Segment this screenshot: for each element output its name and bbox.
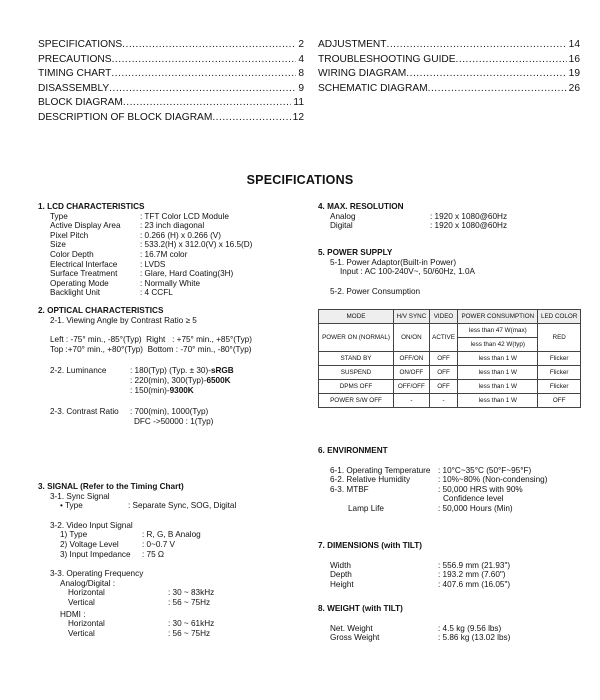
table-cell: less than 1 W: [458, 380, 538, 394]
luminance-value: : 180(Typ) (Typ. ± 30)-sRGB: [130, 366, 234, 376]
toc-entry[interactable]: BLOCK DIAGRAM ..... 11: [38, 96, 304, 111]
column-header: H/V SYNC: [394, 310, 430, 324]
table-cell: less than 1 W: [458, 352, 538, 366]
luminance-value: : 220(min), 300(Typ)-6500K: [130, 375, 231, 385]
contrast-label: 2-3. Contrast Ratio: [50, 407, 119, 417]
table-cell: less than 47 W(max): [458, 324, 538, 338]
spec-key: Active Display Area: [50, 221, 121, 231]
table-cell: SUSPEND: [319, 366, 394, 380]
spec-key: Operating Mode: [50, 278, 109, 288]
spec-key: Horizontal: [68, 588, 105, 598]
table-cell: Flicker: [538, 366, 581, 380]
spec-value: : 0.266 (H) x 0.266 (V): [140, 230, 221, 240]
table-row: [319, 352, 581, 366]
table-cell: STAND BY: [319, 352, 394, 366]
spec-value: : 1920 x 1080@60Hz: [430, 211, 508, 221]
spec-key: Digital: [330, 221, 353, 231]
spec-value: : 23 inch diagonal: [140, 221, 205, 231]
luminance-label: 2-2. Luminance: [50, 366, 107, 376]
spec-value: : Separate Sync, SOG, Digital: [128, 501, 237, 511]
resolution-section: [318, 202, 580, 231]
hdmi-label: HDMI :: [60, 609, 86, 619]
contrast-value: DFC ->50000 : 1(Typ): [134, 416, 214, 426]
spec-key: Pixel Pitch: [50, 230, 89, 240]
column-header: MODE: [319, 310, 394, 324]
column-header: POWER CONSUMPTION: [458, 310, 538, 324]
power-input: Input : AC 100-240V~, 50/60Hz, 1.0A: [340, 267, 475, 277]
section-heading: 3. SIGNAL (Refer to the Timing Chart): [38, 482, 184, 491]
spec-key: 2) Voltage Level: [60, 539, 119, 549]
spec-key: Surface Treatment: [50, 269, 118, 279]
spec-key: Gross Weight: [330, 633, 380, 643]
lcd-section: [38, 202, 300, 298]
spec-value: : 10%~80% (Non-condensing): [438, 475, 548, 485]
power-adaptor: 5-1. Power Adaptor(Built-in Power): [330, 257, 457, 267]
spec-value: : LVDS: [140, 259, 166, 269]
table-row: [319, 366, 581, 380]
table-cell: less than 42 W(typ): [458, 338, 538, 352]
video-title: 3-2. Video Input Signal: [50, 520, 133, 530]
section-heading: 5. POWER SUPPLY: [318, 248, 393, 257]
table-cell: POWER ON (NORMAL): [319, 324, 394, 352]
toc-entry[interactable]: SCHEMATIC DIAGRAM ..... 26: [318, 82, 580, 97]
section-heading: 7. DIMENSIONS (with TILT): [318, 541, 423, 550]
table-header-row: [319, 310, 581, 324]
spec-value: : 56 ~ 75Hz: [168, 628, 211, 638]
table-cell: ON/OFF: [394, 366, 430, 380]
section-heading: 8. WEIGHT (with TILT): [318, 604, 403, 613]
spec-value: : R, G, B Analog: [142, 530, 201, 540]
toc-entry[interactable]: WIRING DIAGRAM ..... 19: [318, 67, 580, 82]
optical-section: [38, 306, 306, 426]
spec-key: 6-1. Operating Temperature: [330, 465, 431, 475]
spec-key: Horizontal: [68, 619, 105, 629]
toc-entry[interactable]: DESCRIPTION OF BLOCK DIAGRAM ..... 12: [38, 111, 304, 126]
spec-key: Size: [50, 240, 66, 250]
toc-left: [38, 38, 304, 126]
spec-key: 6-3. MTBF: [330, 484, 369, 494]
analog-label: Analog/Digital :: [60, 578, 116, 588]
table-row: [319, 394, 581, 408]
power-consumption-title: 5-2. Power Consumption: [330, 286, 421, 296]
table-cell: Flicker: [538, 352, 581, 366]
spec-value: : 556.9 mm (21.93"): [438, 560, 511, 570]
spec-key: Analog: [330, 211, 356, 221]
table-cell: Flicker: [538, 380, 581, 394]
viewing-angle-line: Top :+70° min., +80°(Typ) Bottom : -70° min., -80°(Typ): [50, 344, 252, 354]
spec-value: : 56 ~ 75Hz: [168, 597, 211, 607]
spec-value: : TFT Color LCD Module: [140, 211, 229, 221]
table-cell: DPMS OFF: [319, 380, 394, 394]
spec-value: : 16.7M color: [140, 249, 188, 259]
contrast-value: : 700(min), 1000(Typ): [130, 407, 209, 417]
spec-value: : 75 Ω: [142, 549, 165, 559]
spec-value: : 407.6 mm (16.05"): [438, 579, 511, 589]
table-cell: OFF: [429, 366, 458, 380]
spec-key: Type: [50, 211, 68, 221]
spec-key: 1) Type: [60, 530, 88, 540]
spec-key: • Type: [60, 501, 83, 511]
spec-key: Width: [330, 560, 351, 570]
spec-key: Color Depth: [50, 249, 94, 259]
dimensions-section: [318, 541, 580, 589]
table-cell: OFF: [429, 380, 458, 394]
toc-entry[interactable]: SPECIFICATIONS ..... 2: [38, 38, 304, 53]
spec-key: [330, 494, 438, 504]
table-row: [319, 380, 581, 394]
table-cell: -: [429, 394, 458, 408]
power-section: [318, 248, 580, 296]
table-cell: ON/ON: [394, 324, 430, 352]
spec-key: Net. Weight: [330, 623, 373, 633]
spec-value: : 50,000 Hours (Min): [438, 503, 513, 513]
spec-key: 6-2. Relative Humidity: [330, 475, 411, 485]
section-heading: 6. ENVIRONMENT: [318, 446, 388, 455]
spec-key: Vertical: [68, 597, 95, 607]
table-cell: -: [394, 394, 430, 408]
spec-value: : 533.2(H) x 312.0(V) x 16.5(D): [140, 240, 253, 250]
spec-value: : 50,000 HRS with 90%: [438, 484, 523, 494]
table-cell: RED: [538, 324, 581, 352]
luminance-value: : 150(min)-9300K: [130, 385, 194, 395]
spec-key: Depth: [330, 570, 352, 580]
spec-value: : 193.2 mm (7.60"): [438, 570, 506, 580]
spec-key: 3) Input Impedance: [60, 549, 131, 559]
signal-section: [38, 482, 306, 638]
spec-key: Electrical Interface: [50, 259, 118, 269]
table-cell: less than 1 W: [458, 394, 538, 408]
table-cell: OFF: [429, 352, 458, 366]
spec-value: : 30 ~ 83kHz: [168, 588, 215, 598]
table-row: [319, 324, 581, 338]
spec-value: : 0~0.7 V: [142, 539, 176, 549]
table-cell: OFF/ON: [394, 352, 430, 366]
spec-key: Vertical: [68, 628, 95, 638]
toc-entry[interactable]: TIMING CHART ..... 8: [38, 67, 304, 82]
page-title: SPECIFICATIONS: [246, 173, 354, 187]
section-heading: 4. MAX. RESOLUTION: [318, 202, 404, 211]
table-cell: OFF/OFF: [394, 380, 430, 394]
toc-entry[interactable]: ADJUSTMENT ..... 14: [318, 38, 580, 53]
weight-section: [318, 604, 580, 643]
viewing-angle-title: 2-1. Viewing Angle by Contrast Ratio ≥ 5: [50, 315, 197, 325]
spec-value: : 4.5 kg (9.56 lbs): [438, 623, 502, 633]
column-header: LED COLOR: [538, 310, 581, 324]
spec-value: : 4 CCFL: [140, 288, 173, 298]
table-cell: less than 1 W: [458, 366, 538, 380]
spec-value: : 1920 x 1080@60Hz: [430, 221, 508, 231]
table-cell: POWER S/W OFF: [319, 394, 394, 408]
environment-section: [318, 446, 588, 514]
toc-entry[interactable]: DISASSEMBLY ..... 9: [38, 82, 304, 97]
table-cell: ACTIVE: [429, 324, 458, 352]
spec-value: : 5.86 kg (13.02 lbs): [438, 633, 511, 643]
sync-title: 3-1. Sync Signal: [50, 491, 110, 501]
spec-key: Lamp Life: [348, 503, 384, 513]
spec-key: Backlight Unit: [50, 288, 101, 298]
toc-entry[interactable]: TROUBLESHOOTING GUIDE ..... 16: [318, 53, 580, 68]
table-cell: OFF: [538, 394, 581, 408]
toc-right: [318, 38, 580, 96]
toc-entry[interactable]: PRECAUTIONS ..... 4: [38, 53, 304, 68]
column-header: VIDEO: [429, 310, 458, 324]
frequency-title: 3-3. Operating Frequency: [50, 569, 144, 579]
section-heading: 1. LCD CHARACTERISTICS: [38, 202, 145, 211]
spec-value: : 30 ~ 61kHz: [168, 619, 215, 629]
spec-value: : 10°C~35°C (50°F~95°F): [438, 465, 532, 475]
section-heading: 2. OPTICAL CHARACTERISTICS: [38, 306, 164, 315]
spec-value: Confidence level: [443, 494, 504, 504]
viewing-angle-line: Left : -75° min., -85°(Typ) Right : +75° min., +85°(Typ): [50, 335, 252, 345]
spec-value: : Normally White: [140, 278, 201, 288]
power-consumption-table: [318, 309, 581, 408]
spec-key: Height: [330, 579, 354, 589]
spec-value: : Glare, Hard Coating(3H): [140, 269, 234, 279]
